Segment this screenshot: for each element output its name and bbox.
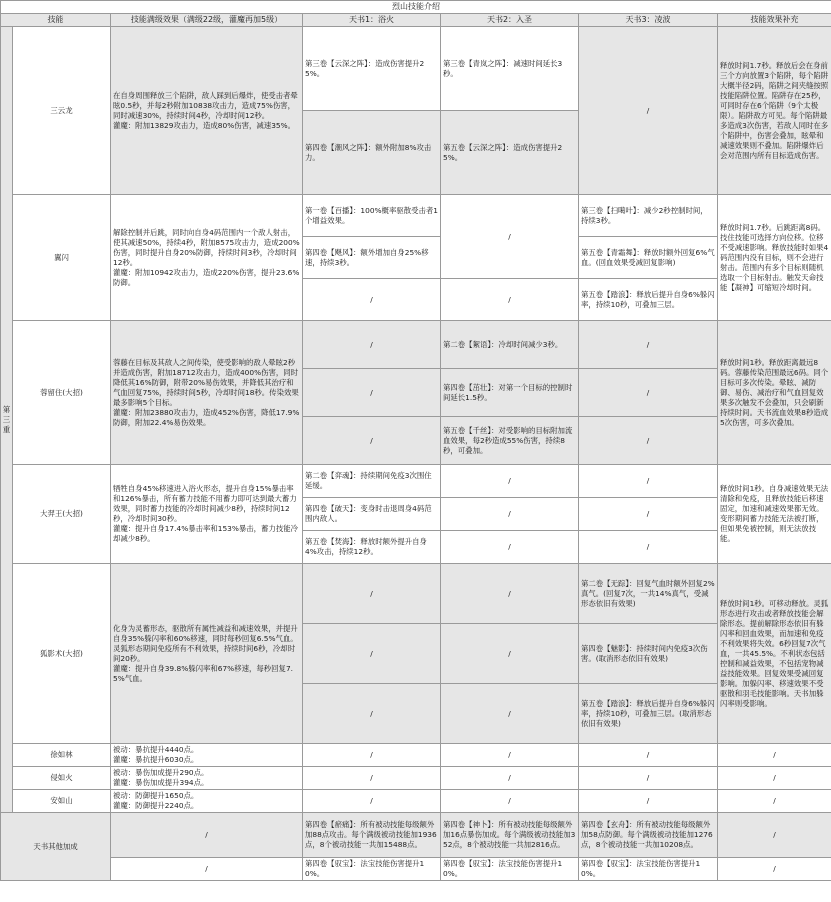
skill-effect: 牺牲自身45%移速进入浴火形态，提升自身15%暴击率和126%暴击，所有蓄力技能不用蓄力即可达到最大蓄力效果，同时蓄力技能的冷却时间减少8秒，持续时间12秒，冷却时间30秒。 灌魔：提升自身17.4%暴击率和153%暴击，蓄力技能冷却减少8秒。	[111, 465, 303, 564]
book1-cell: 第四卷【驭宝】：法宝技能伤害提升10%。	[303, 858, 441, 881]
book2-cell: /	[441, 498, 579, 531]
book1-cell: /	[303, 417, 441, 465]
skill-effect: 在自身周围释放三个陷阱，敌人踩到后爆炸，使受击者晕眩0.5秒，并每2秒附加10838攻击力，造成75%伤害，同时减速30%，持续时间4秒，冷却时间12秒。 灌魔：附加13829攻击力，造成80%伤害，减速35%。	[111, 27, 303, 195]
tier-label: 第三重	[1, 27, 13, 813]
book1-cell: 第五卷【焚海】：释放时额外提升自身4%攻击，持续12秒。	[303, 531, 441, 564]
book3-cell: 第五卷【青霜舞】：释放时额外回复6%气血。(回血效果受减回复影响)	[579, 237, 718, 279]
book3-cell: 第五卷【踏浪】：释放后提升自身6%躲闪率，持续10秒，可叠加三层。	[579, 279, 718, 321]
book3-cell: /	[579, 417, 718, 465]
book2-cell: /	[441, 564, 579, 624]
book3-cell: /	[579, 27, 718, 195]
book1-cell: /	[303, 321, 441, 369]
book2-cell: 第五卷【云深之阵】：造成伤害提升25%。	[441, 111, 579, 195]
col-header-book2: 天书2：入圣	[441, 14, 579, 27]
skill-supplement: 释放时间1.7秒。释放后会在身前三个方向放置3个陷阱，每个陷阱大概半径2码，陷阱之间夹缝按照技能陷阱位置。陷阱存在25秒，可同时存在6个陷阱（9个太极限）。陷阱敌方可见。每个陷阱最多造成3次伤害，若敌人同时在多个陷阱中，伤害会叠加，眩晕和减速效果则不叠加。陷阱爆炸后会对范围内所有目标造成伤害。	[718, 27, 831, 195]
book3-cell: /	[579, 321, 718, 369]
skill-supplement: 释放时间1秒。自身减速效果无法清除和免疫，且释放技能后移速固定，加速和减速效果都无效。变形期间蓄力技能无法被打断，但如果免被控制，则无法放技能。	[718, 465, 831, 564]
col-header-book1: 天书1：浴火	[303, 14, 441, 27]
book3-cell: 第三卷【扫噶叶】：减少2秒控制时间，持续3秒。	[579, 195, 718, 237]
col-header-book3: 天书3：凌波	[579, 14, 718, 27]
book2-cell: /	[441, 279, 579, 321]
skill-effect: 解除控制并后跳，同时向自身4码范围内一个敌人射击，使其减速50%，持续4秒，附加8575攻击力，造成200%伤害，同时提升自身20%防御，持续时间3秒，冷却时间12秒。 灌魔：附加10942攻击力，造成220%伤害，提升23.6%防御。	[111, 195, 303, 321]
book1-cell: /	[303, 684, 441, 744]
skill-effect: 化身为灵蓄形态，驱散所有属性减益和减速效果，并提升自身35%躲闪率和60%移速，同时每秒回复6.5%气血。灵狐形态期间免疫所有不利效果，持续时间6秒，冷却时间20秒。 灌魔：提升自身39.8%躲闪率和67%移速，每秒回复7.5%气血。	[111, 564, 303, 744]
book2-cell: 第三卷【青岚之阵】：减速时间延长3秒。	[441, 27, 579, 111]
passive-effect: 被动：暴伤加成提升290点。 灌魔：暴伤加成提升394点。	[111, 767, 303, 790]
book1-cell: 第三卷【云深之阵】：造成伤害提升25%。	[303, 27, 441, 111]
book1-cell: /	[303, 369, 441, 417]
book3-cell: 第四卷【驭宝】：法宝技能伤害提升10%。	[579, 858, 718, 881]
col-header-skill: 技能	[1, 14, 111, 27]
book2-cell: /	[441, 684, 579, 744]
book3-cell: 第二卷【无踪】：回复气血时额外回复2%真气。(回复7次，一共14%真气，受减形态依旧有效果)	[579, 564, 718, 624]
skill-supplement: 释放时间1秒。释放距离最远8码。蓉藤传染范围最远6码。同个目标可多次传染。晕眩、减防御、易伤、减治疗和气血回复效果多次触发不会叠加，只会刷新持续时间。天书流血效果8秒造成5次伤害，可多次叠加。	[718, 321, 831, 465]
skill-supplement: 释放时间1秒。可移动释放。灵狐形态进行攻击或者释放技能会解除形态。提前解除形态依旧有躲闪率和回血效果，而加速和免疫不利效果将失效。6秒回复7次气血，一共45.5%。不利状态包括控制和减益效果，不包括宠物减益技能效果。回复效果受减回复影响。加躲闪率、移速效果不受驱散和羽毛技能影响。天书加躲闪率则受影响。	[718, 564, 831, 744]
book1-cell: 第四卷【潮风之阵】：额外附加8%攻击力。	[303, 111, 441, 195]
book1-cell: 第四卷【破天】：变身时击退周身4码范围内敌人。	[303, 498, 441, 531]
book2-cell: /	[441, 195, 579, 279]
book1-cell: /	[303, 624, 441, 684]
book2-cell: 第四卷【神卜】：所有被动技能每级额外加16点暴伤加成。每个满级被动技能加352点，8个被动技能一共加2816点。	[441, 813, 579, 858]
book3-cell: /	[579, 531, 718, 564]
book3-cell: 第四卷【魅影】：持续时间内免疫3次伤害。(取消形态依旧有效果)	[579, 624, 718, 684]
passive-name: 徐如林	[13, 744, 111, 767]
col-header-effect: 技能满级效果（满级22级，灌魔再加5级）	[111, 14, 303, 27]
book3-cell: /	[579, 369, 718, 417]
book1-cell: 第四卷【飓风】：额外增加自身25%移速，持续3秒。	[303, 237, 441, 279]
book2-cell: 第二卷【絮语】：冷却时间减少3秒。	[441, 321, 579, 369]
page-title: 烈山技能介绍	[1, 1, 831, 14]
book1-cell: /	[303, 279, 441, 321]
book3-cell: /	[579, 465, 718, 498]
passive-effect: 被动：防御提升1650点。 灌魔：防御提升2240点。	[111, 790, 303, 813]
skill-supplement: 释放时间1.7秒。后跳距离8码。技住技能可选择方向位移。位移不受减速影响。释放技能时如果4码范围内没有目标，则不会进行射击。范围内有多个目标则随机选取一个目标射击。触发天命技能【凝神】可缩短冷却时间。	[718, 195, 831, 321]
book2-cell: 第四卷【驭宝】：法宝技能伤害提升10%。	[441, 858, 579, 881]
book1-cell: 第四卷【瘀痛】：所有被动技能每级额外加88点攻击。每个满级被动技能加1936点，8个被动技能一共加15488点。	[303, 813, 441, 858]
skill-name: 翼闪	[13, 195, 111, 321]
book3-cell: /	[579, 498, 718, 531]
skill-effect: 蓉藤在目标及其敌人之间传染，使受影响的敌人晕眩2秒并造成伤害，附加18712攻击力，造成400%伤害，同时降低其16%防御，附带20%易伤效果，并降低其治疗和气血回复75%，持续时间5秒，冷却时间18秒。传染效果最多影响5个目标。 灌魔：附加23880攻击力，造成452%伤害，降低17.9%防御，附加22.4%易伤效果。	[111, 321, 303, 465]
col-header-supplement: 技能效果补充	[718, 14, 831, 27]
book1-cell: 第一卷【百播】：100%概率驱散受击者1个增益效果。	[303, 195, 441, 237]
book1-cell: 第二卷【弈魂】：持续期间免疫3次围住延缓。	[303, 465, 441, 498]
book2-cell: /	[441, 465, 579, 498]
skill-table: 烈山技能介绍 技能 技能满级效果（满级22级，灌魔再加5级） 天书1：浴火 天书2：入圣 天书3：凌波 技能效果补充 第三重 三云龙 在自身周围释放三个陷阱，敌人踩到后爆炸，使受击者晕眩0.5秒，并每2秒附加10838攻击力，造成75%伤害，同时减速30%，持续时间4秒，冷却时间12秒。 灌魔：附加13829攻击力，造成80%伤害，减速35%。 第三卷【云深之阵】：造成伤害提升25%。 第三卷【青岚之阵】：减速时间延长3秒。 / 释放时间1.7秒。释放后会在身前三个方向放置3个陷阱，每个陷阱大概半径2码，陷阱之间夹缝按照技能陷阱位置。陷阱存在25秒，可同时存在6个陷阱（9个太极限）。陷阱敌方可见。每个陷阱最多造成3次伤害，若敌人同时在多个陷阱中，伤害会叠加，眩晕和减速效果则不叠加。陷阱爆炸后会对范围内所有目标造成伤害。 第四卷【潮风之阵】：额外附加8%攻击力。 第五卷【云深之阵】：造成伤害提升25%。 翼闪 解除控制并后跳，同时向自身4码范围内一个敌人射击，使其减速50%，持续4秒，附加8575攻击力，造成200%伤害，同时提升自身20%防御，持续时间3秒，冷却时间12秒。 灌魔：附加10942攻击力，造成220%伤害，提升23.6%防御。 第一卷【百播】：100%概率驱散受击者1个增益效果。 / 第三卷【扫噶叶】：减少2秒控制时间，持续3秒。 释放时间1.7秒。后跳距离8码。技住技能可选择方向位移。位移不受减速影响。释放技能时如果4码范围内没有目标，则不会进行射击。范围内有多个目标则随机选取一个目标射击。触发天命技能【凝神】可缩短冷却时间。 第四卷【飓风】：额外增加自身25%移速，持续3秒。 第五卷【青霜舞】：释放时额外回复6%气血。(回血效果受减回复影响) / / 第五卷【踏浪】：释放后提升自身6%躲闪率，持续10秒，可叠加三层。 蓉留住(大招) 蓉藤在目标及其敌人之间传染，使受影响的敌人晕眩2秒并造成伤害，附加18712攻击力，造成400%伤害，同时降低其16%防御，附带20%易伤效果，并降低其治疗和气血回复75%，持续时间5秒，冷却时间18秒。传染效果最多影响5个目标。 灌魔：附加23880攻击力，造成452%伤害，降低17.9%防御，附加22.4%易伤效果。 / 第二卷【絮语】：冷却时间减少3秒。 / 释放时间1秒。释放距离最远8码。蓉藤传染范围最远6码。同个目标可多次传染。晕眩、减防御、易伤、减治疗和气血回复效果多次触发不会叠加，只会刷新持续时间。天书流血效果8秒造成5次伤害，可多次叠加。 / 第四卷【茁壮】：对第一个目标的控制时间延长1.5秒。 / / 第五卷【千丝】：对受影响的目标附加流血效果，每2秒造成55%伤害，持续8秒，可叠加。 / 大羿王(大招) 牺牲自身45%移速进入浴火形态，提升自身15%暴击率和126%暴击，所有蓄力技能不用蓄力即可达到最大蓄力效果，同时蓄力技能的冷却时间减少8秒，持续时间12秒，冷却时间30秒。 灌魔：提升自身17.4%暴击率和153%暴击，蓄力技能冷却减少8秒。 第二卷【弈魂】：持续期间免疫3次围住延缓。 / / 释放时间1秒。自身减速效果无法清除和免疫，且释放技能后移速固定，加速和减速效果都无效。变形期间蓄力技能无法被打断，但如果免被控制，则无法放技能。 第四卷【破天】：变身时击退周身4码范围内敌人。 / / 第五卷【焚海】：释放时额外提升自身4%攻击，持续12秒。 / / 狐影术(大招) 化身为灵蓄形态，驱散所有属性减益和减速效果，并提升自身35%躲闪率和60%移速，同时每秒回复6.5%气血。灵狐形态期间免疫所有不利效果，持续时间6秒，冷却时间20秒。 灌魔：提升自身39.8%躲闪率和67%移速，每秒回复7.5%气血。 / / 第二卷【无踪】：回复气血时额外回复2%真气。(回复7次，一共14%真气，受减形态依旧有效果) 释放时间1秒。可移动释放。灵狐形态进行攻击或者释放技能会解除形态。提前解除形态依旧有躲闪率和回血效果，而加速和免疫不利效果将失效。6秒回复7次气血，一共45.5%。不利状态包括控制和减益效果，不包括宠物减益技能效果。回复效果受减回复影响。加躲闪率、移速效果不受驱散和羽毛技能影响。天书加躲闪率则受影响。 / / 第四卷【魅影】：持续时间内免疫3次伤害。(取消形态依旧有效果) / / 第五卷【踏浪】：释放后提升自身6%躲闪率，持续10秒，可叠加三层。(取消形态依旧有效果) 徐如林 被动：暴抗提升4440点。 灌魔：暴抗提升6030点。 / / / / 侵如火 被动：暴伤加成提升290点。 灌魔：暴伤加成提升394点。 / / / / 安如山 被动：防御提升1650点。 灌魔：防御提升2240点。 / / / / 天书其他加成 / 第四卷【瘀痛】：所有被动技能每级额外加88点攻击。每个满级被动技能加1936点，8个被动技能一共加15488点。 第四卷【神卜】：所有被动技能每级额外加16点暴伤加成。每个满级被动技能加352点，8个被动技能一共加2816点。 第四卷【玄舟】：所有被动技能每级额外加58点防御。每个满级被动技能加1276点，8个被动技能一共加10208点。 / / 第四卷【驭宝】：法宝技能伤害提升10%。 第四卷【驭宝】：法宝技能伤害提升10%。 第四卷【驭宝】：法宝技能伤害提升10%。 /	[0, 0, 831, 881]
skill-name: 三云龙	[13, 27, 111, 195]
other-bonus-label: 天书其他加成	[1, 813, 111, 881]
book2-cell: 第四卷【茁壮】：对第一个目标的控制时间延长1.5秒。	[441, 369, 579, 417]
book3-cell: 第五卷【踏浪】：释放后提升自身6%躲闪率，持续10秒，可叠加三层。(取消形态依旧有效果)	[579, 684, 718, 744]
book2-cell: /	[441, 624, 579, 684]
book1-cell: /	[303, 564, 441, 624]
skill-name: 蓉留住(大招)	[13, 321, 111, 465]
passive-effect: 被动：暴抗提升4440点。 灌魔：暴抗提升6030点。	[111, 744, 303, 767]
skill-name: 狐影术(大招)	[13, 564, 111, 744]
book2-cell: 第五卷【千丝】：对受影响的目标附加流血效果，每2秒造成55%伤害，持续8秒，可叠加。	[441, 417, 579, 465]
skill-name: 大羿王(大招)	[13, 465, 111, 564]
book3-cell: 第四卷【玄舟】：所有被动技能每级额外加58点防御。每个满级被动技能加1276点，8个被动技能一共加10208点。	[579, 813, 718, 858]
passive-name: 侵如火	[13, 767, 111, 790]
passive-name: 安如山	[13, 790, 111, 813]
book2-cell: /	[441, 531, 579, 564]
